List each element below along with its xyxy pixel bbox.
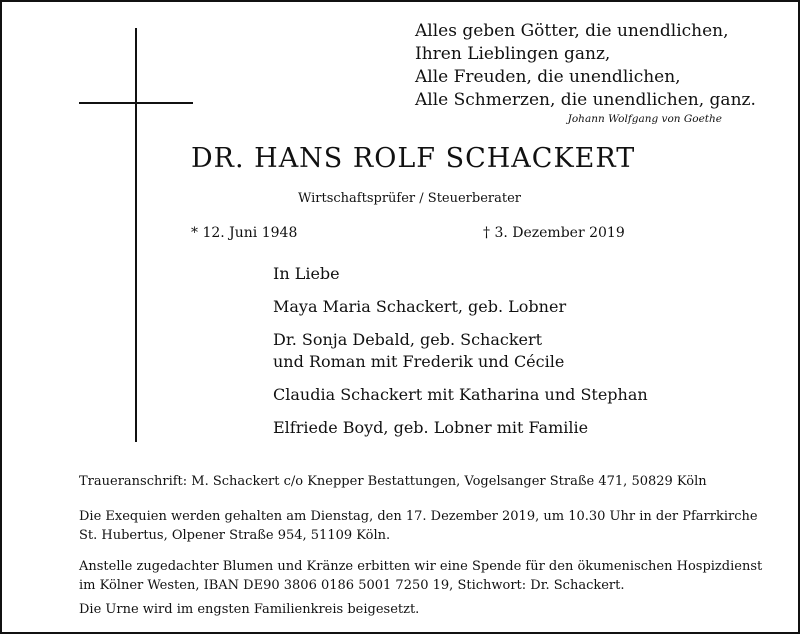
mourner-line: Maya Maria Schackert, geb. Lobner xyxy=(273,297,567,316)
cross-horizontal-bar xyxy=(79,102,193,104)
donation-line: im Kölner Westen, IBAN DE90 3806 0186 5001 7250 19, Stichwort: Dr. Schackert. xyxy=(79,578,625,593)
funeral-service-line: St. Hubertus, Olpener Straße 954, 51109 Köln. xyxy=(79,528,391,543)
mourner-line: Claudia Schackert mit Katharina und Stephan xyxy=(273,385,648,404)
poem-line: Ihren Lieblingen ganz, xyxy=(415,44,611,64)
mourner-entry xyxy=(273,417,648,439)
cross-vertical-bar xyxy=(135,28,137,442)
mourner-entry xyxy=(273,329,648,373)
mourner-line: Elfriede Boyd, geb. Lobner mit Familie xyxy=(273,418,589,437)
mourner-entry xyxy=(273,296,648,318)
mourners-intro: In Liebe xyxy=(273,264,340,283)
death-date: † 3. Dezember 2019 xyxy=(483,225,625,241)
mourner-entry xyxy=(273,384,648,406)
funeral-service-line: Die Exequien werden gehalten am Dienstag, den 17. Dezember 2019, um 10.30 Uhr in der Pfarrkirche xyxy=(79,509,758,524)
poem-verse xyxy=(415,20,756,112)
urn-burial-line: Die Urne wird im engsten Familienkreis beigesetzt. xyxy=(79,602,420,617)
poem-author: Johann Wolfgang von Goethe xyxy=(567,113,722,125)
deceased-name: DR. HANS ROLF SCHACKERT xyxy=(191,143,636,174)
mourner-line: und Roman mit Frederik und Cécile xyxy=(273,352,565,371)
donation-line: Anstelle zugedachter Blumen und Kränze erbitten wir eine Spende für den ökumenischen Hospizdienst xyxy=(79,559,763,574)
mourning-address-line: Traueranschrift: M. Schackert c/o Knepper Bestattungen, Vogelsanger Straße 471, 50829 Köln xyxy=(79,474,707,489)
donation-info xyxy=(79,557,769,595)
poem-line: Alle Schmerzen, die unendlichen, ganz. xyxy=(415,90,756,110)
poem-line: Alles geben Götter, die unendlichen, xyxy=(415,21,729,41)
mourner-line: Dr. Sonja Debald, geb. Schackert xyxy=(273,330,543,349)
birth-date: * 12. Juni 1948 xyxy=(191,225,298,241)
funeral-service-info xyxy=(79,507,769,545)
poem-line: Alle Freuden, die unendlichen, xyxy=(415,67,681,87)
mourners-list xyxy=(273,263,648,439)
mourning-address xyxy=(79,472,769,491)
deceased-profession: Wirtschaftsprüfer / Steuerberater xyxy=(298,191,521,206)
urn-burial-info xyxy=(79,600,769,619)
